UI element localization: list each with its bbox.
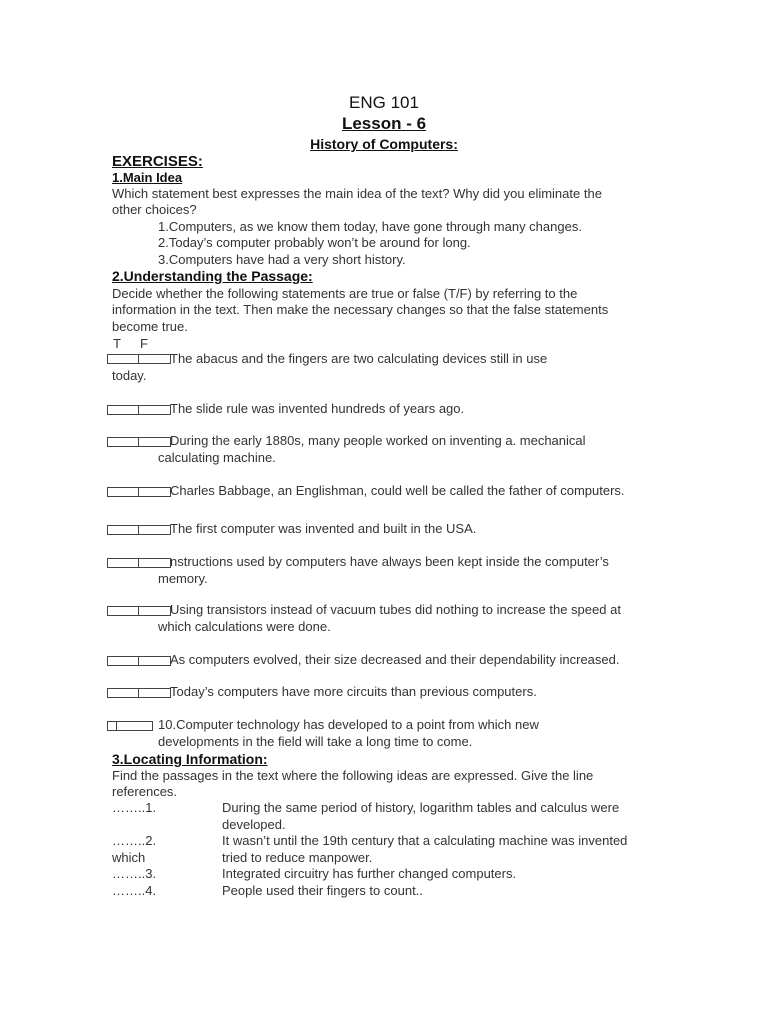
understanding-instructions-line-2: information in the text. Then make the necessary changes so that the false statements xyxy=(112,302,609,317)
tf-answer-box[interactable] xyxy=(107,525,171,535)
tf-answer-box[interactable] xyxy=(107,721,153,731)
statement-5-text: The first computer was invented and built in the USA. xyxy=(170,521,477,536)
statement-3-continuation: calculating machine. xyxy=(158,450,276,465)
locating-item-2-text: It wasn’t until the 19th century that a calculating machine was invented xyxy=(222,833,628,848)
understanding-instructions-line-3: become true. xyxy=(112,319,188,334)
tf-answer-box[interactable] xyxy=(107,558,171,568)
statement-1-text: The abacus and the fingers are two calculating devices still in use xyxy=(170,351,548,366)
statement-1-continuation: today. xyxy=(112,368,147,383)
tf-answer-box[interactable] xyxy=(107,354,171,364)
tf-answer-box[interactable] xyxy=(107,688,171,698)
understanding-instructions-line-1: Decide whether the following statements are true or false (T/F) by referring to the xyxy=(112,286,578,301)
locating-item-4-number: ……..4. xyxy=(112,883,157,898)
tf-answer-box[interactable] xyxy=(107,405,171,415)
locating-item-1-text: During the same period of history, logarithm tables and calculus were xyxy=(222,800,620,815)
tf-answer-box[interactable] xyxy=(107,437,171,447)
tf-answer-box[interactable] xyxy=(107,487,171,497)
true-column-label: T xyxy=(113,336,121,351)
locating-item-3-text: Integrated circuitry has further changed computers. xyxy=(222,866,517,881)
statement-6-text: nstructions used by computers have always been kept inside the computer’s xyxy=(170,554,609,569)
locating-item-2-continuation: tried to reduce manpower. xyxy=(222,850,373,865)
page-subtitle: History of Computers: xyxy=(310,136,458,152)
false-column-label: F xyxy=(140,336,148,351)
lesson-title: Lesson - 6 xyxy=(341,114,427,133)
statement-7-continuation: which calculations were done. xyxy=(158,619,331,634)
locating-item-3-number: ……..3. xyxy=(112,866,157,881)
main-idea-option-1: 1.Computers, as we know them today, have gone through many changes. xyxy=(158,219,582,234)
locating-item-2-prefix: which xyxy=(112,850,146,865)
statement-4-text: Charles Babbage, an Englishman, could well be called the father of computers. xyxy=(170,483,625,498)
statement-10-text: 10.Computer technology has developed to a point from which new xyxy=(158,717,539,732)
main-idea-question-line-1: Which statement best expresses the main idea of the text? Why did you eliminate the xyxy=(112,186,602,201)
course-title: ENG 101 xyxy=(349,93,419,112)
main-idea-option-2: 2.Today’s computer probably won’t be around for long. xyxy=(158,235,471,250)
locating-item-2-number: ……..2. xyxy=(112,833,157,848)
statement-10-continuation: developments in the field will take a long time to come. xyxy=(158,734,473,749)
statement-3-text: During the early 1880s, many people worked on inventing a. mechanical xyxy=(170,433,586,448)
main-idea-heading: 1.Main Idea xyxy=(112,170,183,185)
statement-7-text: Using transistors instead of vacuum tubes did nothing to increase the speed at xyxy=(170,602,621,617)
locating-instructions-line-1: Find the passages in the text where the following ideas are expressed. Give the line xyxy=(112,768,594,783)
statement-2-text: The slide rule was invented hundreds of years ago. xyxy=(170,401,465,416)
locating-instructions-line-2: references. xyxy=(112,784,178,799)
locating-item-1-number: ……..1. xyxy=(112,800,157,815)
exercises-heading: EXERCISES: xyxy=(112,153,203,170)
tf-answer-box[interactable] xyxy=(107,606,171,616)
locating-item-1-continuation: developed. xyxy=(222,817,286,832)
statement-6-continuation: memory. xyxy=(158,571,208,586)
main-idea-question-line-2: other choices? xyxy=(112,202,197,217)
understanding-heading: 2.Understanding the Passage: xyxy=(112,268,313,284)
statement-9-text: Today’s computers have more circuits than previous computers. xyxy=(170,684,537,699)
tf-answer-box[interactable] xyxy=(107,656,171,666)
statement-8-text: As computers evolved, their size decreased and their dependability increased. xyxy=(170,652,620,667)
main-idea-option-3: 3.Computers have had a very short history. xyxy=(158,252,406,267)
locating-heading: 3.Locating Information: xyxy=(112,751,268,767)
locating-item-4-text: People used their fingers to count.. xyxy=(222,883,423,898)
